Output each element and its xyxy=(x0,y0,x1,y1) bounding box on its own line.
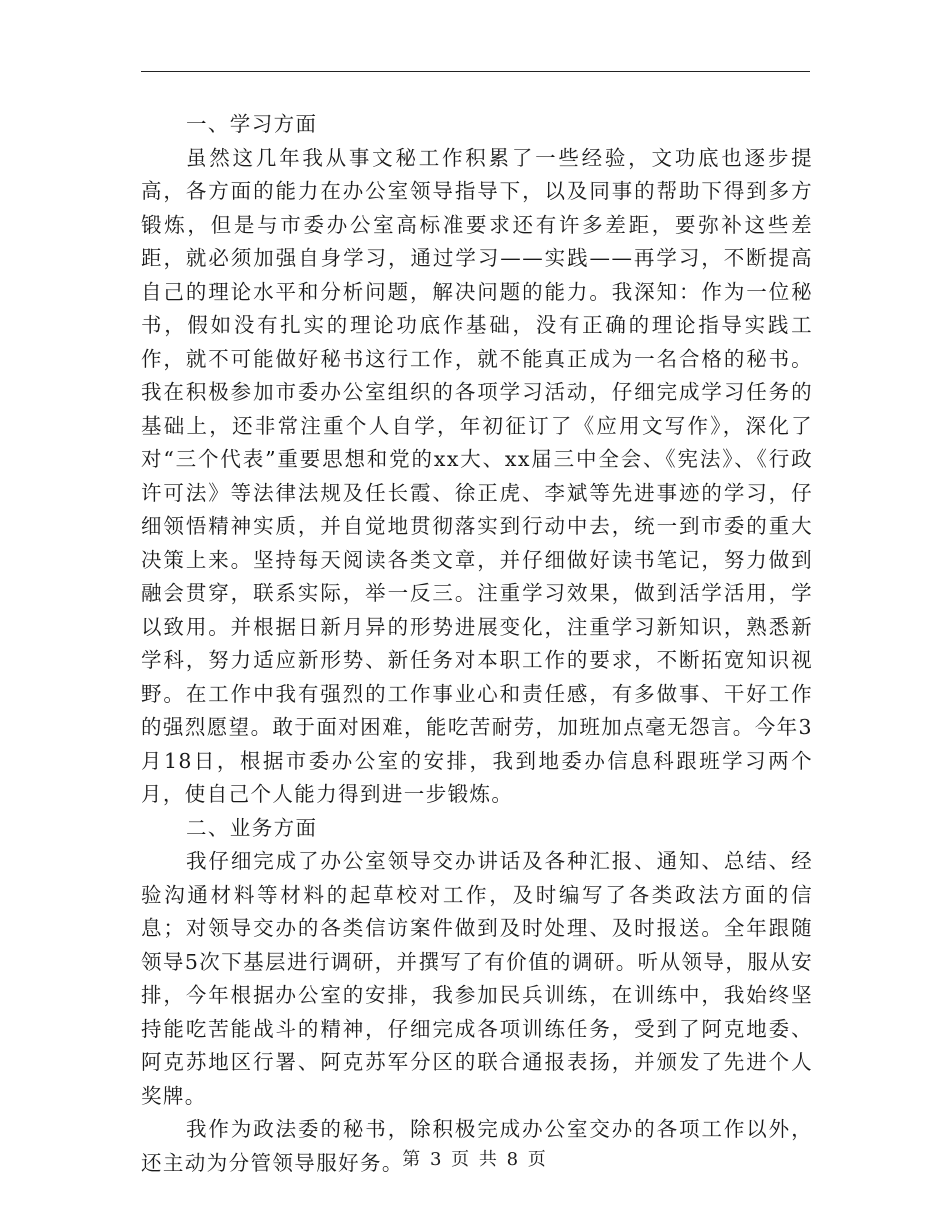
paragraph-business: 我仔细完成了办公室领导交办讲话及各种汇报、通知、总结、经验沟通材料等材料的起草校对工作，及时编写了各类政法方面的信息；对领导交办的各类信访案件做到及时处理、及时报送。全年跟随领导5次下基层进行调研，并撰写了有价值的调研。听从领导，服从安排，今年根据办公室的安排，我参加民兵训练，在训练中，我始终坚持能吃苦能战斗的精神，仔细完成各项训练任务，受到了阿克地委、阿克苏地区行署、阿克苏军分区的联合通报表扬，并颁发了先进个人奖牌。 xyxy=(141,849,813,1108)
page-number: 第 3 页 共 8 页 xyxy=(402,1149,548,1170)
section-heading-study: 一、学习方面 xyxy=(186,112,318,136)
paragraph-secretary: 我作为政法委的秘书，除积极完成办公室交办的各项工作以外，还主动为分管领导服好务。 xyxy=(141,1117,813,1175)
document-body xyxy=(141,108,813,1180)
header-rule xyxy=(141,71,810,72)
section-heading-business: 二、业务方面 xyxy=(186,815,318,840)
paragraph-study: 虽然这几年我从事文秘工作积累了一些经验，文功底也逐步提高，各方面的能力在办公室领导指导下，以及同事的帮助下得到多方锻炼，但是与市委办公室高标准要求还有许多差距，要弥补这些差距，就必须加强自身学习，通过学习——实践——再学习，不断提高自己的理论水平和分析问题，解决问题的能力。我深知：作为一位秘书，假如没有扎实的理论功底作基础，没有正确的理论指导实践工作，就不可能做好秘书这行工作，就不能真正成为一名合格的秘书。我在积极参加市委办公室组织的各项学习活动，仔细完成学习任务的基础上，还非常注重个人自学，年初征订了《应用文写作》，深化了对“三个代表”重要思想和党的xx大、xx届三中全会、《宪法》、《行政许可法》等法律法规及任长霞、徐正虎、李斌等先进事迹的学习，仔细领悟精神实质，并自觉地贯彻落实到行动中去，统一到市委的重大决策上来。坚持每天阅读各类文章，并仔细做好读书笔记，努力做到融会贯穿，联系实际，举一反三。注重学习效果，做到活学活用，学以致用。并根据日新月异的形势进展变化，注重学习新知识，熟悉新学科，努力适应新形势、新任务对本职工作的要求，不断拓宽知识视野。在工作中我有强烈的工作事业心和责任感，有多做事、干好工作的强烈愿望。敢于面对困难，能吃苦耐劳，加班加点毫无怨言。今年3月18日，根据市委办公室的安排，我到地委办信息科跟班学习两个月，使自己个人能力得到进一步锻炼。 xyxy=(141,145,813,806)
